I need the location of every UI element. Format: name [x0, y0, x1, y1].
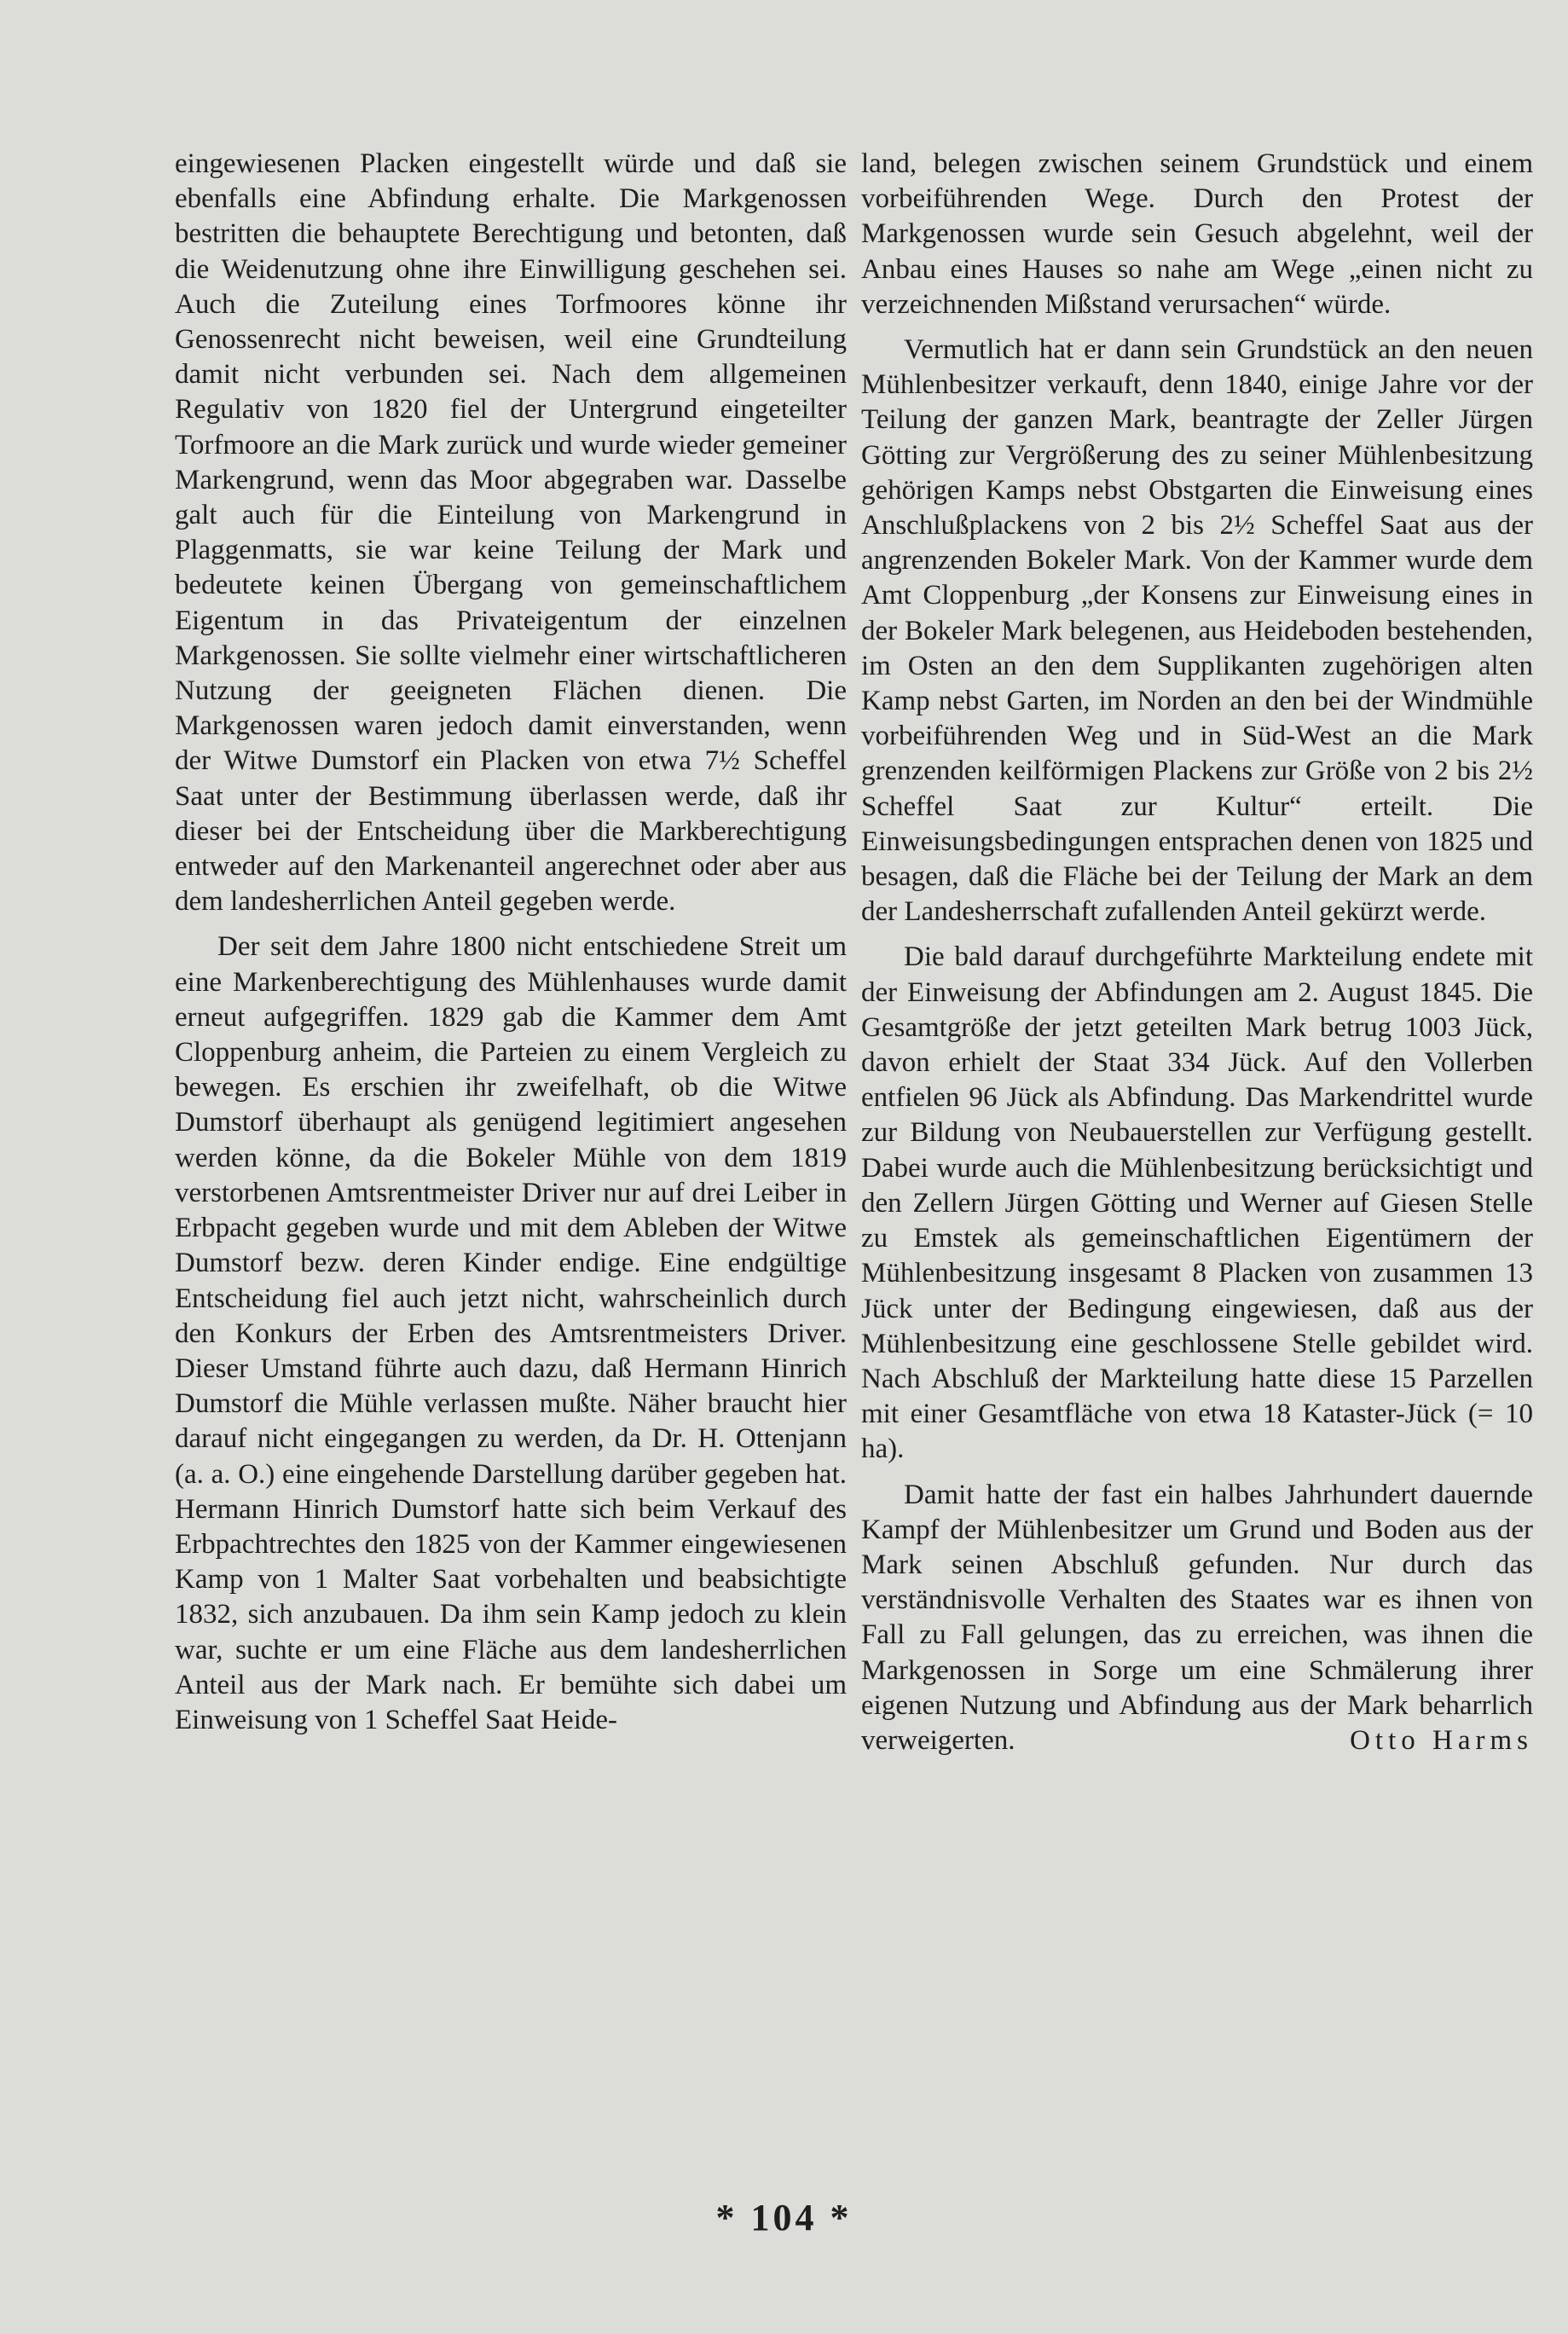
- paragraph: eingewiesenen Placken eingestellt würde und daß sie ebenfalls eine Abfindung erhalte. Die Markgenossen bestritten die behauptete Berechtigung und betonten, daß die Weidenutzung ohne ihre Einwilligung geschehen sei. Auch die Zuteilung eines Torfmoores könne ihr Genossenrecht nicht beweisen, weil eine Grundteilung damit nicht verbunden sei. Nach dem allgemeinen Regulativ von 1820 fiel der Untergrund eingeteilter Torfmoore an die Mark zurück und wurde wieder gemeiner Markengrund, wenn das Moor abgegraben war. Dasselbe galt auch für die Einteilung von Markengrund in Plaggenmatts, sie war keine Teilung der Mark und bedeutete keinen Übergang von gemeinschaftlichem Eigentum in das Privateigentum der einzelnen Markgenossen. Sie sollte vielmehr einer wirtschaftlicheren Nutzung der geeigneten Flächen dienen. Die Markgenossen waren jedoch damit einverstanden, wenn der Witwe Dumstorf ein Placken von etwa 7½ Scheffel Saat unter der Bestimmung überlassen werde, daß ihr dieser bei der Entscheidung über die Markberechtigung entweder auf den Markenanteil angerechnet oder aber aus dem landesherrlichen Anteil gegeben werde.: [175, 148, 847, 918]
- paragraph-text: Damit hatte der fast ein halbes Jahrhundert dauernde Kampf der Mühlenbesitzer um Grund und Boden aus der Mark seinen Abschluß gefunden. Nur durch das verständnisvolle Verhalten des Staates war es ihnen von Fall zu Fall gelungen, das zu erreichen, was ihnen die Markgenossen in Sorge um eine Schmälerung ihrer eigenen Nutzung und Abfindung aus der Mark beharrlich verweigerten.: [861, 1479, 1533, 1756]
- author-name: Otto Harms: [1350, 1724, 1533, 1756]
- page-number: * 104 *: [715, 2197, 853, 2238]
- right-column: [861, 147, 1533, 1758]
- paragraph: Die bald darauf durchgeführte Markteilung endete mit der Einweisung der Abfindungen am 2. August 1845. Die Gesamtgröße der jetzt geteilten Mark betrug 1003 Jück, davon erhielt der Staat 334 Jück. Auf den Vollerben entfielen 96 Jück als Abfindung. Das Markendrittel wurde zur Bildung von Neubauerstellen zur Verfügung gestellt. Dabei wurde auch die Mühlenbesitzung berücksichtigt und den Zellern Jürgen Götting und Werner auf Giesen Stelle zu Emstek als gemeinschaftlichen Eigentümern der Mühlenbesitzung insgesamt 8 Placken von zusammen 13 Jück unter der Bedingung eingewiesen, daß aus der Mühlenbesitzung eine geschlossene Stelle gebildet wird. Nach Abschluß der Markteilung hatte diese 15 Parzellen mit einer Gesamtfläche von etwa 18 Kataster-Jück (= 10 ha).: [861, 941, 1533, 1465]
- paragraph: Der seit dem Jahre 1800 nicht entschiedene Streit um eine Markenberechtigung des Mühlenhauses wurde damit erneut aufgegriffen. 1829 gab die Kammer dem Amt Cloppenburg anheim, die Parteien zu einem Vergleich zu bewegen. Es erschien ihr zweifelhaft, ob die Witwe Dumstorf überhaupt als genügend legitimiert angesehen werden könne, da die Bokeler Mühle von dem 1819 verstorbenen Amtsrentmeister Driver nur auf drei Leiber in Erbpacht gegeben wurde und mit dem Ableben der Witwe Dumstorf bezw. deren Kinder endige. Eine endgültige Entscheidung fiel auch jetzt nicht, wahrscheinlich durch den Konkurs der Erben des Amtsrentmeisters Driver. Dieser Umstand führte auch dazu, daß Hermann Hinrich Dumstorf die Mühle verlassen mußte. Näher braucht hier darauf nicht eingegangen zu werden, da Dr. H. Ottenjann (a. a. O.) eine eingehende Darstellung darüber gegeben hat. Hermann Hinrich Dumstorf hatte sich beim Verkauf des Erbpachtrechtes den 1825 von der Kammer eingewiesenen Kamp von 1 Malter Saat vorbehalten und beabsichtigte 1832, sich anzubauen. Da ihm sein Kamp jedoch zu klein war, suchte er um eine Fläche aus dem landesherrlichen Anteil aus der Mark nach. Er bemühte sich dabei um Einweisung von 1 Scheffel Saat Heide-: [175, 931, 847, 1735]
- left-column: [175, 147, 847, 1738]
- paragraph: Vermutlich hat er dann sein Grundstück an den neuen Mühlenbesitzer verkauft, denn 1840, einige Jahre vor der Teilung der ganzen Mark, beantragte der Zeller Jürgen Götting zur Vergrößerung des zu seiner Mühlenbesitzung gehörigen Kamps nebst Obstgarten die Einweisung eines Anschlußplackens von 2 bis 2½ Scheffel Saat aus der angrenzenden Bokeler Mark. Von der Kammer wurde dem Amt Cloppenburg „der Konsens zur Einweisung eines in der Bokeler Mark belegenen, aus Heideboden bestehenden, im Osten an den dem Supplikanten zugehörigen alten Kamp nebst Garten, im Norden an den bei der Windmühle vorbeiführenden Weg und in Süd-West an die Mark grenzenden keilförmigen Plackens zur Größe von 2 bis 2½ Scheffel Saat zur Kultur“ erteilt. Die Einweisungsbedingungen entsprachen denen von 1825 und besagen, daß die Fläche bei der Teilung der Mark an dem der Landesherrschaft zufallenden Anteil gekürzt werde.: [861, 334, 1533, 928]
- paragraph: [861, 1478, 1533, 1759]
- paragraph: land, belegen zwischen seinem Grundstück und einem vorbeiführenden Wege. Durch den Protest der Markgenossen wurde sein Gesuch abgelehnt, weil der Anbau eines Hauses so nahe am Wege „einen nicht zu verzeichnenden Mißstand verursachen“ würde.: [861, 148, 1533, 320]
